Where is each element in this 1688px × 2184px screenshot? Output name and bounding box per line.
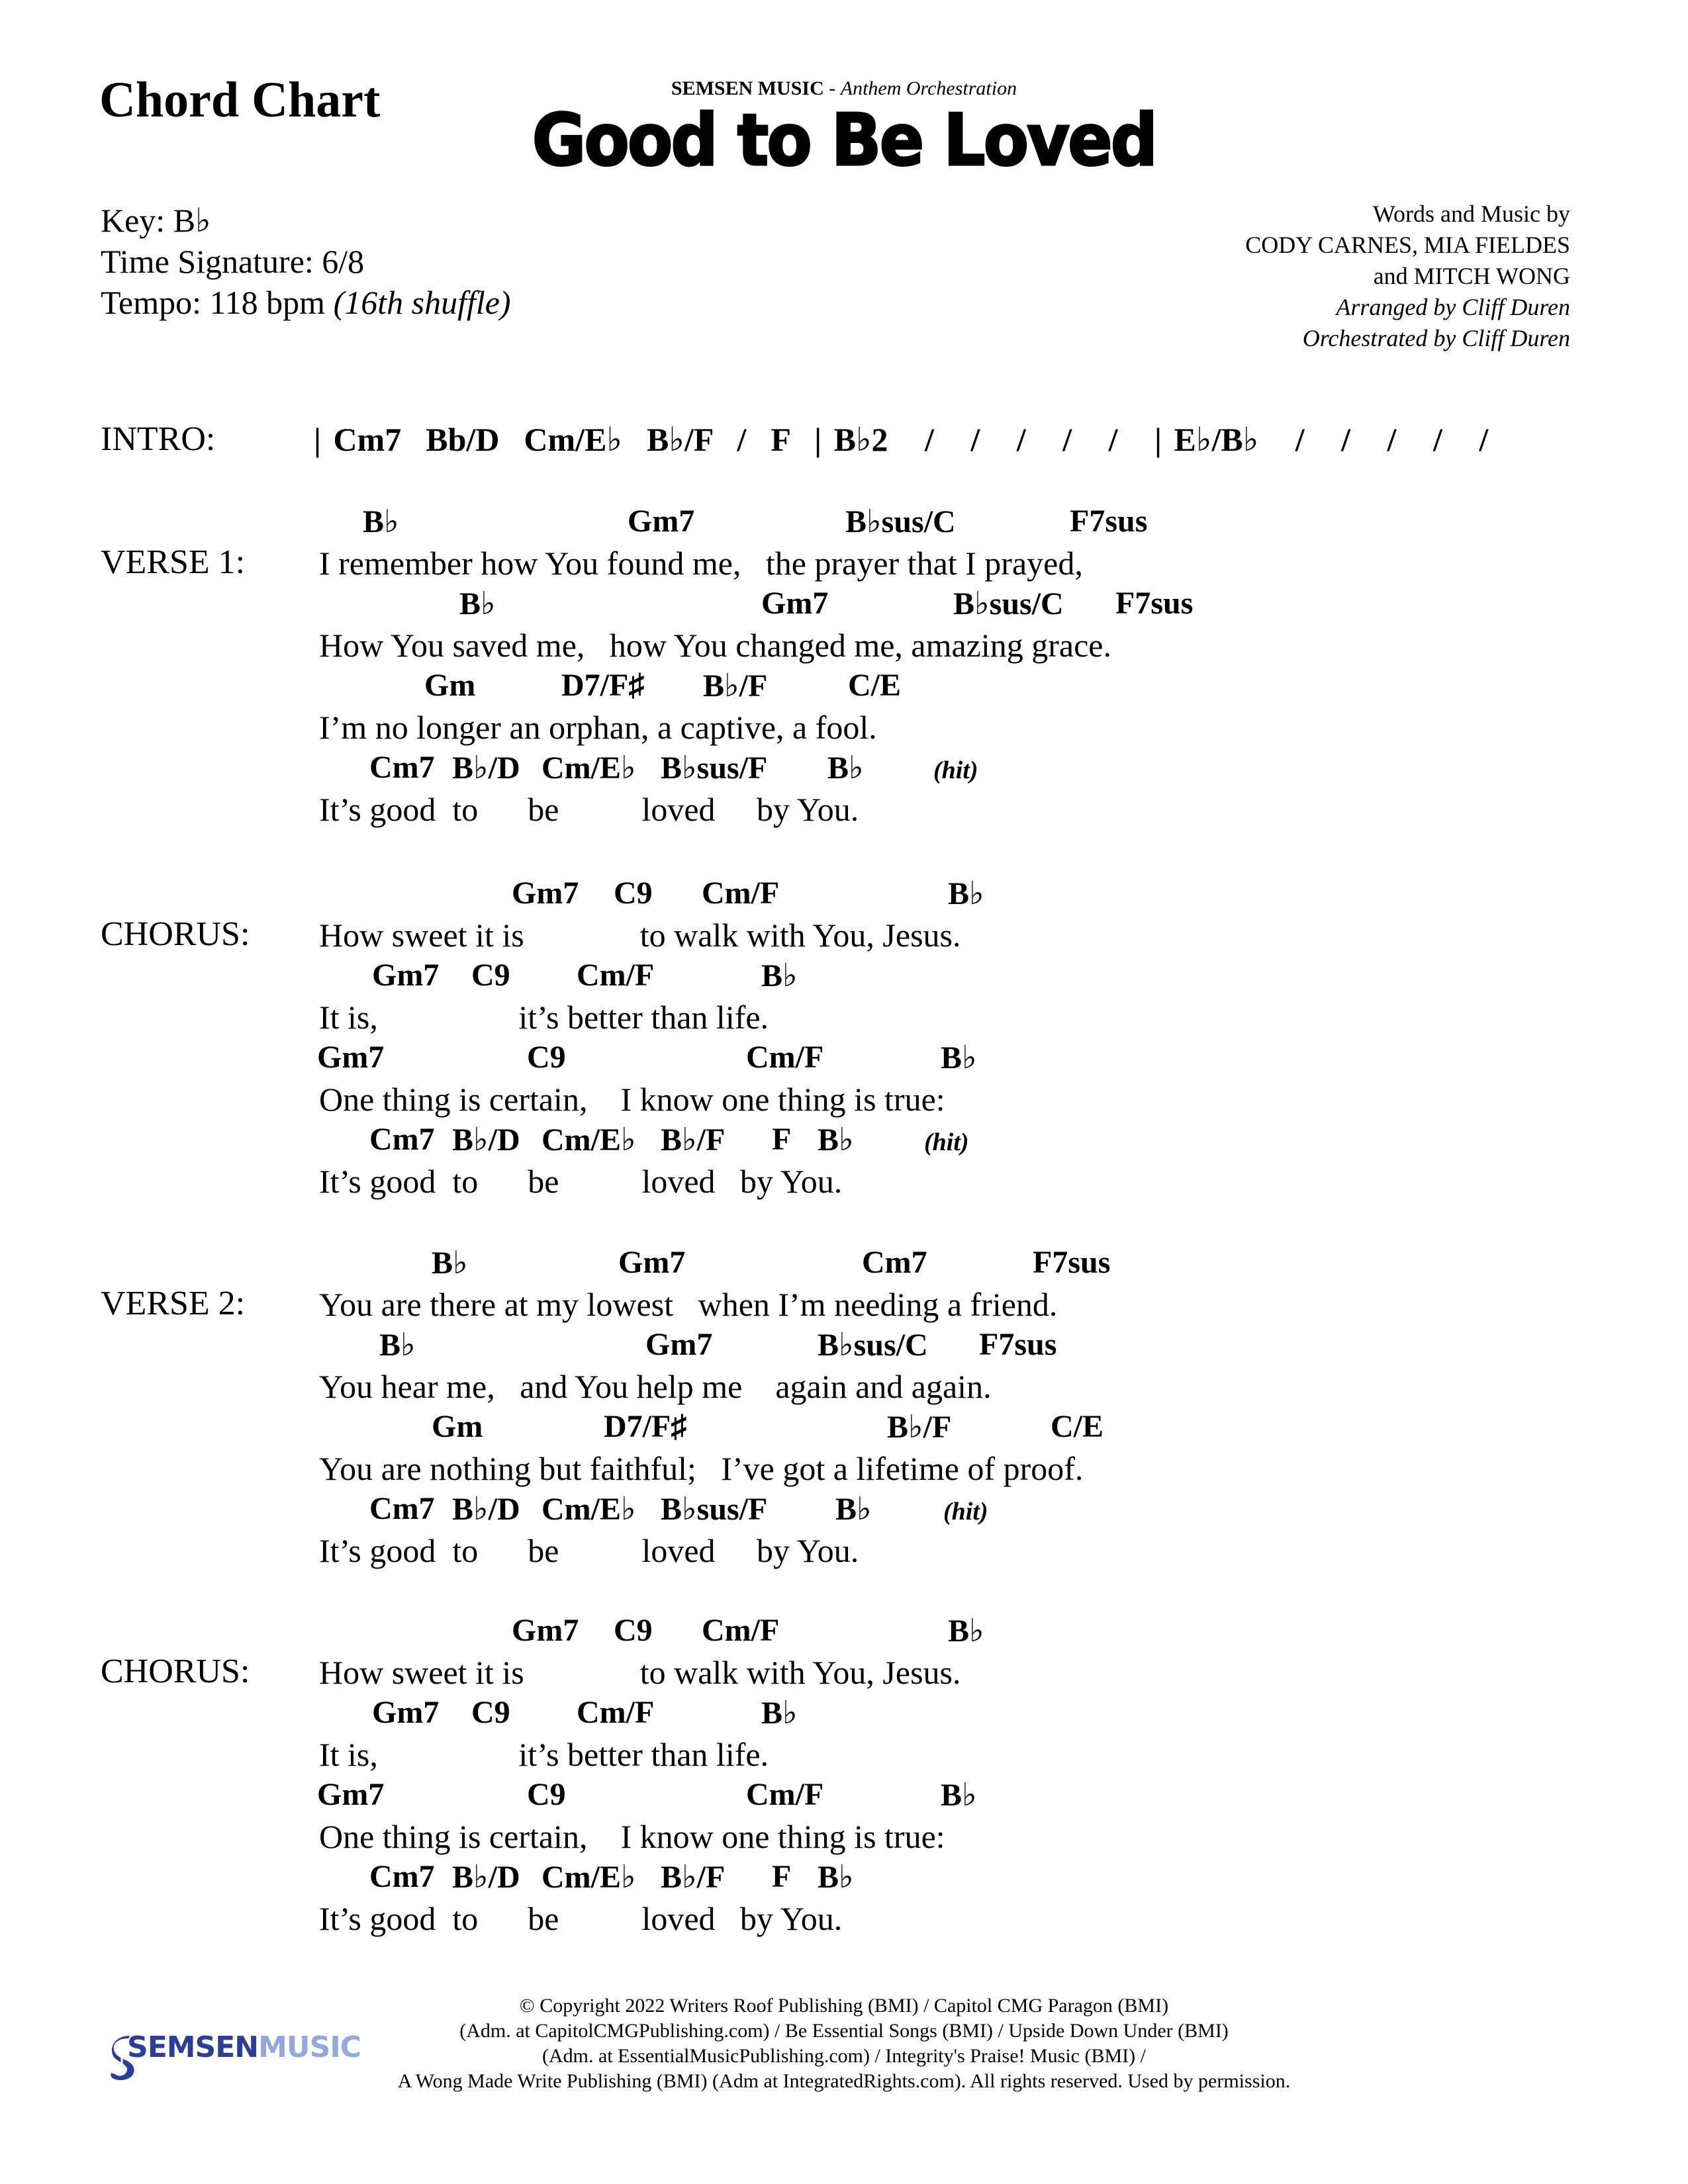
document-type-label: Chord Chart [99, 72, 381, 128]
chord-symbol: Cm/F [746, 1777, 824, 1812]
credits-block [1245, 199, 1570, 354]
chord-symbol: C9 [527, 1040, 566, 1075]
key-info: Key: B♭ [101, 202, 211, 239]
tempo-value: Tempo: 118 bpm [101, 284, 334, 321]
chord-symbol: Gm7 [618, 1245, 686, 1280]
chord-symbol: C9 [471, 1695, 510, 1730]
chord-symbol: Cm7 [369, 1122, 435, 1157]
chord-symbol: B♭ [835, 1492, 872, 1527]
chord-symbol: Gm7 [512, 1613, 579, 1648]
chord-symbol: D7/F♯ [561, 668, 645, 703]
copyright-line: A Wong Made Write Publishing (BMI) (Adm at IntegratedRights.com). All rights reserved. Used by permission. [397, 2070, 1291, 2092]
chord-symbol: B♭ [432, 1246, 468, 1281]
chord-symbol: Cm/E♭ [541, 1122, 636, 1158]
hit-annotation: (hit) [943, 1498, 988, 1525]
chord-symbol: B♭ [818, 1860, 854, 1895]
chord-symbol: B♭ [941, 1778, 977, 1813]
lyric-line: I’m no longer an orphan, a captive, a fool. [319, 709, 877, 746]
chord-symbol: Gm7 [372, 958, 440, 993]
lyric-line: It’s good to be loved by You. [319, 1163, 843, 1200]
chord-symbol: Gm7 [761, 586, 829, 621]
chord-symbol: Cm7 [369, 1491, 435, 1526]
chord-symbol: Cm/F [577, 958, 655, 993]
chord-symbol: D7/F♯ [604, 1409, 687, 1444]
chord-symbol: Cm7 [369, 1859, 435, 1894]
chord-symbol: B♭ [363, 504, 399, 539]
lyric-line: I remember how You found me, the prayer that I prayed, [319, 545, 1083, 582]
chord-symbol: B♭/D [452, 1860, 520, 1895]
chord-symbol: Gm7 [628, 504, 695, 539]
chord-symbol: B♭ [948, 1614, 984, 1649]
chord-symbol: B♭ [941, 1040, 977, 1075]
chord-symbol: B♭/F [661, 1860, 726, 1895]
chord-symbol: B♭sus/F [661, 751, 768, 786]
tempo-note: (16th shuffle) [333, 284, 511, 321]
lyric-line: It is, it’s better than life. [319, 1736, 769, 1773]
chord-symbol: F [772, 1122, 792, 1157]
lyric-line: How sweet it is to walk with You, Jesus. [319, 917, 961, 954]
lyric-line: It is, it’s better than life. [319, 999, 769, 1036]
section-label: CHORUS: [101, 915, 250, 953]
chord-symbol: Gm [432, 1409, 483, 1444]
lyric-line: You are nothing but faithful; I’ve got a lifetime of proof. [319, 1450, 1084, 1487]
logo-text-music: MUSIC [258, 2030, 361, 2064]
chord-symbol: B♭sus/F [661, 1492, 768, 1527]
chord-symbol: Cm/F [577, 1695, 655, 1730]
credits-orchestrator: Orchestrated by Cliff Duren [1302, 325, 1570, 351]
chord-symbol: B♭ [948, 876, 984, 911]
chord-symbol: Cm/F [702, 1613, 780, 1648]
section-label-intro: INTRO: [101, 420, 216, 458]
chord-symbol: F7sus [979, 1327, 1057, 1362]
chord-symbol: Cm/E♭ [541, 751, 636, 786]
chord-symbol: B♭ [761, 1696, 798, 1731]
lyric-line: How You saved me, how You changed me, amazing grace. [319, 627, 1111, 664]
lyric-line: You hear me, and You help me again and again. [319, 1368, 992, 1405]
series-name: Anthem Orchestration [840, 77, 1017, 99]
chord-symbol: Cm/E♭ [541, 1492, 636, 1527]
lyric-line: One thing is certain, I know one thing is true: [319, 1081, 945, 1118]
copyright-notice [0, 1993, 1688, 2094]
tempo-info [101, 282, 511, 323]
chord-symbol: F7sus [1070, 504, 1148, 539]
credits-words-music: Words and Music by [1372, 201, 1570, 227]
chord-symbol: F7sus [1033, 1245, 1111, 1280]
chord-symbol: C9 [471, 958, 510, 993]
chord-symbol: Gm7 [372, 1695, 440, 1730]
chord-symbol: B♭ [379, 1328, 416, 1363]
chord-symbol: C9 [527, 1777, 566, 1812]
lyric-line: One thing is certain, I know one thing is true: [319, 1818, 945, 1855]
chord-symbol: B♭/D [452, 1492, 520, 1527]
copyright-line: © Copyright 2022 Writers Roof Publishing (BMI) / Capitol CMG Paragon (BMI) [519, 1995, 1169, 2017]
chord-symbol: Gm7 [317, 1777, 385, 1812]
logo-text-semsen: SEMSEN [127, 2030, 259, 2064]
chord-symbol: F7sus [1115, 586, 1194, 621]
section-label: CHORUS: [101, 1653, 250, 1690]
credits-writers: CODY CARNES, MIA FIELDES [1245, 232, 1570, 258]
chord-symbol: B♭sus/C [953, 586, 1064, 621]
copyright-line: (Adm. at EssentialMusicPublishing.com) / Integrity's Praise! Music (BMI) / [542, 2045, 1146, 2067]
chord-symbol: C/E [848, 668, 902, 703]
credits-writers-cont: and MITCH WONG [1373, 263, 1570, 289]
chord-symbol: B♭/F [703, 668, 768, 704]
chord-symbol: C9 [614, 876, 653, 911]
lyric-line: How sweet it is to walk with You, Jesus. [319, 1654, 961, 1691]
hit-annotation: (hit) [924, 1128, 969, 1156]
chord-symbol: B♭/F [661, 1122, 726, 1158]
chord-symbol: Cm/F [746, 1040, 824, 1075]
chord-symbol: Cm/F [702, 876, 780, 911]
copyright-line: (Adm. at CapitolCMGPublishing.com) / Be Essential Songs (BMI) / Upside Down Under (BMI) [459, 2020, 1229, 2042]
chord-symbol: Cm/E♭ [541, 1860, 636, 1895]
credits-arranger: Arranged by Cliff Duren [1336, 294, 1570, 320]
hit-annotation: (hit) [933, 756, 978, 784]
chord-symbol: B♭/D [452, 751, 520, 786]
time-signature-info: Time Signature: 6/8 [101, 243, 365, 280]
song-title: Good to Be Loved [532, 99, 1156, 182]
section-label: VERSE 2: [101, 1285, 246, 1322]
lyric-line: It’s good to be loved by You. [319, 1532, 859, 1569]
chord-symbol: B♭ [827, 751, 864, 786]
chord-symbol: F [772, 1859, 792, 1894]
chord-symbol: C9 [614, 1613, 653, 1648]
chord-symbol: Cm7 [369, 750, 435, 785]
chord-symbol: B♭ [761, 958, 798, 993]
chord-symbol: B♭ [459, 586, 496, 621]
lyric-line: You are there at my lowest when I’m needing a friend. [319, 1286, 1058, 1323]
subtitle-separator: - [823, 77, 841, 99]
publisher-subtitle [0, 77, 1688, 100]
chord-symbol: C/E [1051, 1409, 1104, 1444]
lyric-line: It’s good to be loved by You. [319, 791, 859, 828]
section-label: VERSE 1: [101, 543, 246, 581]
intro-progression: | Cm7 Bb/D Cm/E♭ B♭/F / F | B♭2 / / / / / | E♭/B♭ / / / / / [314, 421, 1489, 458]
chord-symbol: B♭ [818, 1122, 854, 1158]
publisher-name: SEMSEN MUSIC [671, 77, 824, 99]
chord-symbol: B♭/D [452, 1122, 520, 1158]
chord-symbol: Gm7 [512, 876, 579, 911]
chord-symbol: Gm7 [645, 1327, 713, 1362]
chord-symbol: Gm [424, 668, 476, 703]
chord-symbol: B♭/F [887, 1410, 952, 1445]
lyric-line: It’s good to be loved by You. [319, 1900, 843, 1937]
chord-symbol: Cm7 [862, 1245, 927, 1280]
chord-symbol: Gm7 [317, 1040, 385, 1075]
chord-symbol: B♭sus/C [818, 1328, 928, 1363]
chord-symbol: B♭sus/C [845, 504, 956, 539]
